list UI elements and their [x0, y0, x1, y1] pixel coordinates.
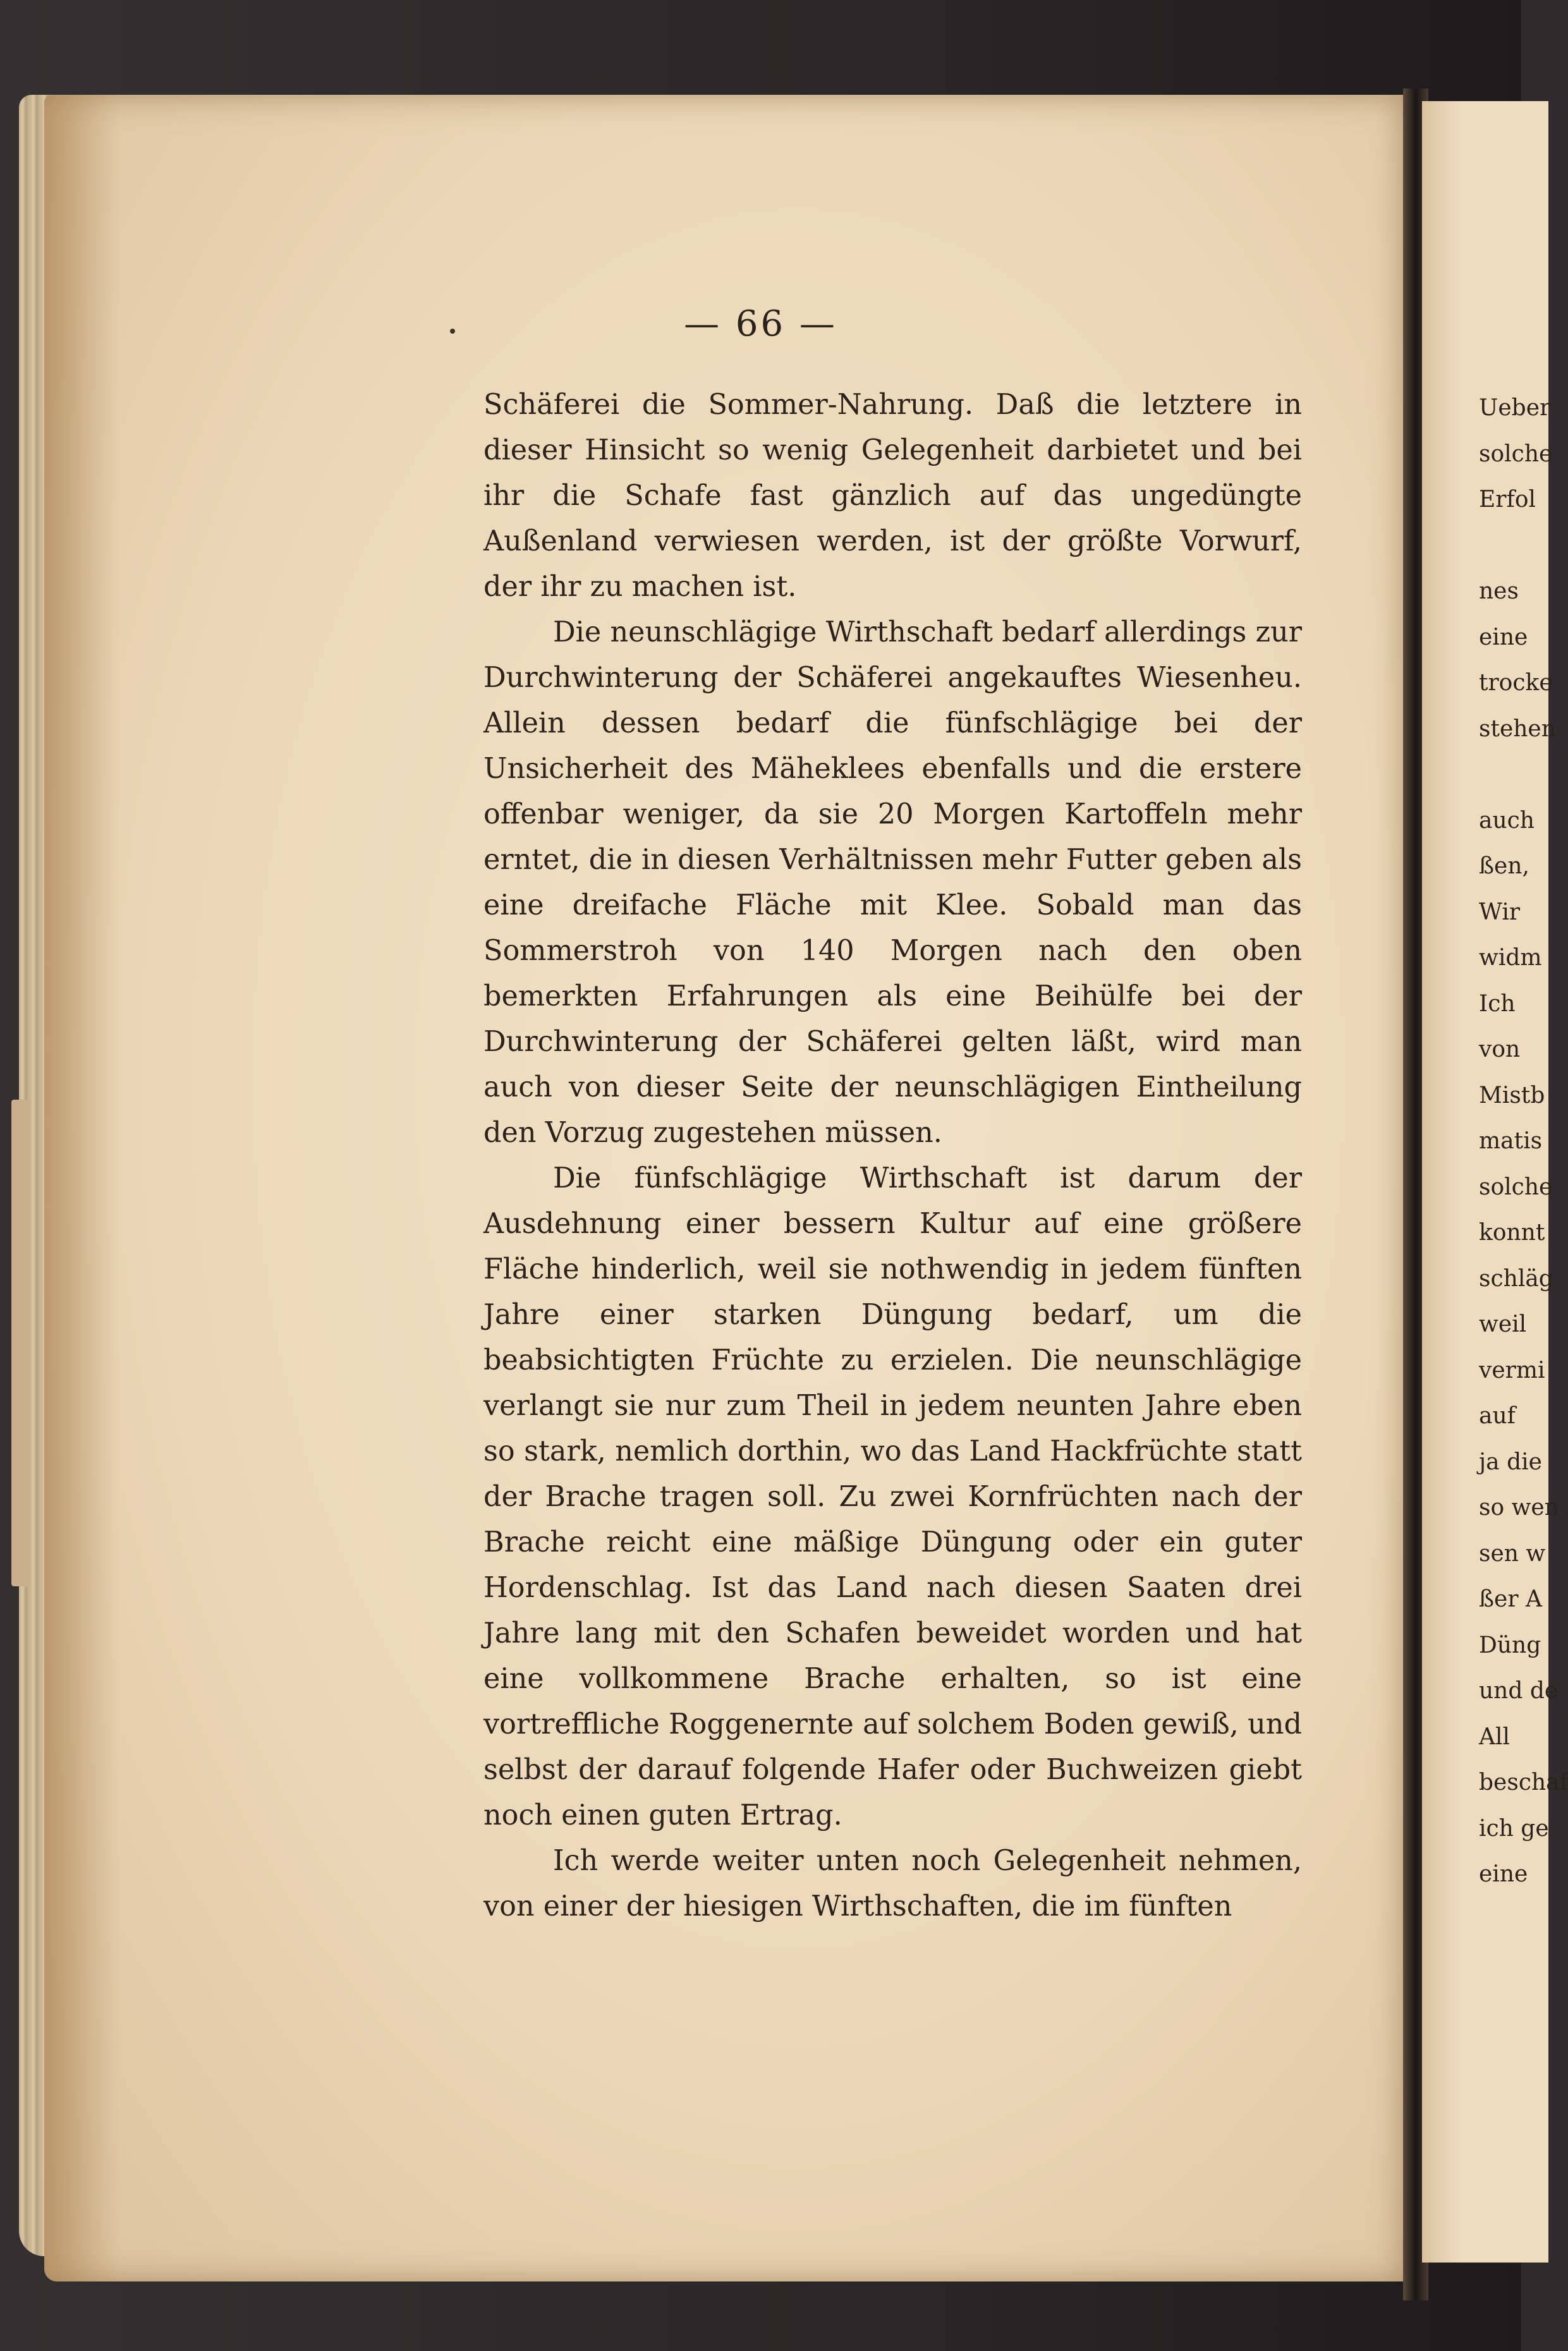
facing-page-fragment: Erfol	[1479, 487, 1536, 513]
facing-page-fragment: ja die	[1479, 1449, 1542, 1475]
page-tab	[11, 1100, 30, 1586]
facing-page-fragment: matis	[1479, 1128, 1543, 1154]
facing-page-fragment: solche	[1479, 1174, 1553, 1200]
facing-page-fragment: konnt	[1479, 1220, 1545, 1246]
facing-page-fragment: Düng	[1479, 1632, 1541, 1658]
facing-page-fragment: Wir	[1479, 899, 1521, 925]
facing-page-fragment: und de	[1479, 1678, 1559, 1704]
facing-page-fragment: auch	[1479, 807, 1535, 834]
facing-page-fragment: eine	[1479, 624, 1528, 650]
facing-page-fragment: sen w	[1479, 1540, 1546, 1567]
facing-page-fragment: nes	[1479, 578, 1519, 604]
body-text	[483, 382, 1302, 1929]
facing-page-fragment	[1479, 523, 1529, 569]
facing-page-fragment: solche	[1479, 440, 1553, 467]
facing-page-fragment: weil	[1479, 1311, 1527, 1337]
facing-page-fragment: stehen	[1479, 715, 1556, 742]
paragraph: Ich werde weiter unten noch Gelegenheit nehmen, von einer der hiesigen Wirthschaften, die im fünften	[483, 1845, 1302, 1923]
facing-page-fragment: ßen,	[1479, 853, 1529, 879]
facing-page-fragment	[1479, 752, 1529, 798]
facing-page-fragments	[1479, 386, 1568, 1898]
facing-page-fragment: trocke	[1479, 670, 1553, 696]
paragraph: Schäferei die Sommer-Nahrung. Daß die letztere in dieser Hinsicht so wenig Gelegenheit darbietet und bei ihr die Schafe fast gänzlich auf das ungedüngte Außenland verwiesen werden, ist der größte Vorwurf, der ihr zu machen ist.	[483, 389, 1302, 603]
facing-page-fragment: auf	[1479, 1403, 1516, 1429]
facing-page-fragment: Mistb	[1479, 1082, 1545, 1109]
paragraph: Die neunschlägige Wirthschaft bedarf allerdings zur Durchwinterung der Schäferei angekauftes Wiesenheu. Allein dessen bedarf die fünfschlägige bei der Unsicherheit des Mäheklees ebenfalls und die erstere offenbar weniger, da sie 20 Morgen Kartoffeln mehr erntet, die in diesen Verhältnissen mehr Futter geben als eine dreifache Fläche mit Klee. Sobald man das Sommerstroh von 140 Morgen nach den oben bemerkten Erfahrungen als eine Beihülfe bei der Durchwinterung der Schäferei gelten läßt, wird man auch von dieser Seite der neunschlägigen Eintheilung den Vorzug zugestehen müssen.	[483, 616, 1302, 1149]
facing-page-fragment: widm	[1479, 945, 1542, 971]
facing-page-fragment: von	[1479, 1036, 1521, 1062]
page-number: — 66 —	[684, 303, 837, 344]
facing-page-fragment: beschaf	[1479, 1770, 1568, 1795]
facing-page-fragment: vermi	[1479, 1357, 1545, 1383]
facing-page-fragment: All	[1479, 1723, 1510, 1750]
facing-page-fragment: Ich	[1479, 990, 1516, 1017]
facing-page-fragment: Ueber	[1479, 395, 1551, 421]
facing-page-fragment: ich ge	[1479, 1815, 1549, 1842]
facing-page-fragment: schläg	[1479, 1265, 1553, 1292]
facing-page-fragment: eine	[1479, 1861, 1528, 1887]
paragraph: Die fünfschlägige Wirthschaft ist darum der Ausdehnung einer bessern Kultur auf eine größere Fläche hinderlich, weil sie nothwendig in jedem fünften Jahre einer starken Düngung bedarf, um die beabsichtigten Früchte zu erzielen. Die neunschlägige verlangt sie nur zum Theil in jedem neunten Jahre eben so stark, nemlich dorthin, wo das Land Hackfrüchte statt der Brache tragen soll. Zu zwei Kornfrüchten nach der Brache reicht eine mäßige Düngung oder ein guter Hordenschlag. Ist das Land nach diesen Saaten drei Jahre lang mit den Schafen beweidet worden und hat eine vollkommene Brache erhalten, so ist eine vortreffliche Roggenernte auf solchem Boden gewiß, und selbst der darauf folgende Hafer oder Buchweizen giebt noch einen guten Ertrag.	[483, 1162, 1302, 1832]
facing-page-fragment: so wen	[1479, 1495, 1559, 1521]
facing-page-fragment: ßer A	[1479, 1586, 1543, 1612]
